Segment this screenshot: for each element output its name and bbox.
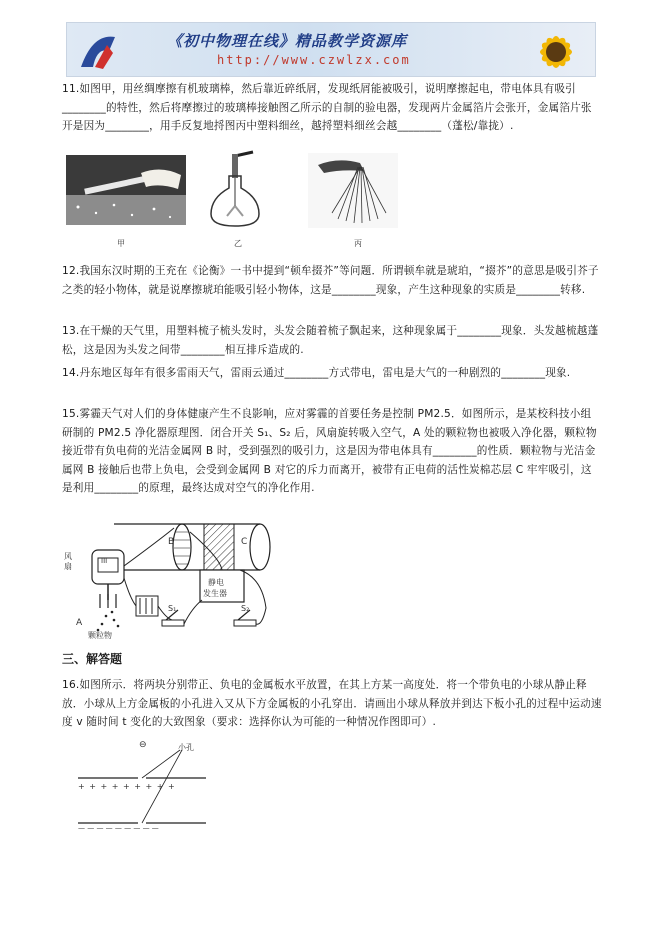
answer-blank[interactable]: ________ bbox=[105, 120, 150, 132]
particles-label: 颗粒物 bbox=[88, 631, 112, 640]
figure-label-yi: 乙 bbox=[234, 239, 242, 248]
switch-s1-label: S₁ bbox=[168, 604, 177, 613]
figure-yi-electroscope bbox=[205, 150, 265, 228]
answer-blank[interactable]: ________ bbox=[457, 325, 502, 337]
answer-blank[interactable]: ________ bbox=[397, 120, 442, 132]
label-a: A bbox=[76, 618, 83, 628]
generator-label-2: 发生器 bbox=[203, 589, 227, 598]
answer-blank[interactable]: ________ bbox=[501, 367, 546, 379]
question-12: 12.我国东汉时期的王充在《论衡》一书中提到“顿牟掇芥”等问题．所谓顿牟就是琥珀，“掇芥”的意思是吸引芥子之类的轻小物体，就是说摩擦琥珀能吸引轻小物体，这是________现象，产生这种现象的实质是________转移. bbox=[62, 265, 599, 296]
generator-label-1: 静电 bbox=[208, 578, 224, 587]
answer-blank[interactable]: ________ bbox=[180, 343, 225, 356]
answer-blank[interactable]: ________ bbox=[432, 445, 477, 457]
logo-icon bbox=[73, 27, 133, 73]
switch-s2-label: S₂ bbox=[241, 604, 250, 613]
hole-label: 小孔 bbox=[178, 743, 194, 752]
answer-blank[interactable]: ________ bbox=[94, 482, 139, 494]
metal-mesh-b bbox=[173, 524, 191, 570]
section-title: 三、解答题 bbox=[62, 652, 123, 666]
answer-blank[interactable]: ________ bbox=[284, 367, 329, 379]
answer-blank[interactable]: ________ bbox=[516, 283, 561, 296]
answer-blank[interactable]: ________ bbox=[331, 283, 376, 296]
label-c: C bbox=[241, 537, 248, 547]
motor-label: III bbox=[101, 557, 108, 565]
header-banner bbox=[66, 22, 596, 77]
question-11: 11.如图甲，用丝绸摩擦有机玻璃棒，然后靠近碎纸屑，发现纸屑能被吸引，说明摩擦起电，带电体具有吸引________的特性，然后将摩擦过的玻璃棒接触图乙所示的自制的验电器，发现两片金属箔片会张开，金属箔片张开是因为________，用手反复地捋图丙中塑料细丝，越捋塑料细丝会越________（蓬松/靠拢）. bbox=[62, 83, 592, 132]
figure-bing-plastic-strands bbox=[308, 153, 398, 228]
figure-jia-glass-rod bbox=[66, 155, 186, 225]
figure-pm25-purifier bbox=[62, 508, 282, 643]
header-title: 《初中物理在线》精品教学资源库 bbox=[167, 32, 408, 50]
question-15: 15.雾霾天气对人们的身体健康产生不良影响，应对雾霾的首要任务是控制 PM2.5．如图所示，是某校科技小组研制的 PM2.5 净化器原理图．闭合开关 S₁、S₂ 后，风扇旋转吸入空气，A 处的颗粒物也被吸入净化器，颗粒物接近带有负电荷的光洁金属网 B 时，受到强烈的吸引力，这是因为带电体具有________的性质．颗粒物与光洁金属网 B 接触后也带上负电，会受到金属网 B 对它的斥力而离开，被带有正电荷的活性炭棉芯层 C 牢牢吸引，这是利用________的原理，最终达成对空气的净化作用. bbox=[62, 408, 597, 494]
question-14: 14.丹东地区每年有很多雷雨天气，雷雨云通过________方式带电，雷电是大气的一种剧烈的________现象. bbox=[62, 367, 571, 379]
battery bbox=[136, 596, 158, 616]
figure-label-bing: 丙 bbox=[354, 239, 362, 248]
label-b: B bbox=[168, 537, 175, 547]
positive-plate-signs: + + + + + + + + + bbox=[78, 782, 176, 791]
answer-blank[interactable]: ________ bbox=[62, 101, 106, 114]
ball-icon: ⊖ bbox=[139, 740, 147, 750]
negative-plate-signs: — — — — — — — — — bbox=[78, 824, 159, 832]
fan-label: 风扇 bbox=[64, 552, 72, 571]
header-url[interactable]: http://www.czwlzx.com bbox=[217, 53, 411, 67]
question-13: 13.在干燥的天气里，用塑料梳子梳头发时，头发会随着梳子飘起来，这种现象属于________现象．头发越梳越蓬松，这是因为头发之间带________相互排斥造成的. bbox=[62, 325, 599, 356]
figure-label-jia: 甲 bbox=[117, 239, 125, 248]
question-16: 16.如图所示．将两块分别带正、负电的金属板水平放置，在其上方某一高度处．将一个带负电的小球从静止释放．小球从上方金属板的小孔进入又从下方金属板的小孔穿出．请画出小球从释放并到达下板小孔的过程中运动速度 v 随时间 t 变化的大致图象（要求：选择你认为可能的一种情况作图即可）. bbox=[62, 679, 602, 728]
sunflower-icon bbox=[521, 22, 591, 77]
